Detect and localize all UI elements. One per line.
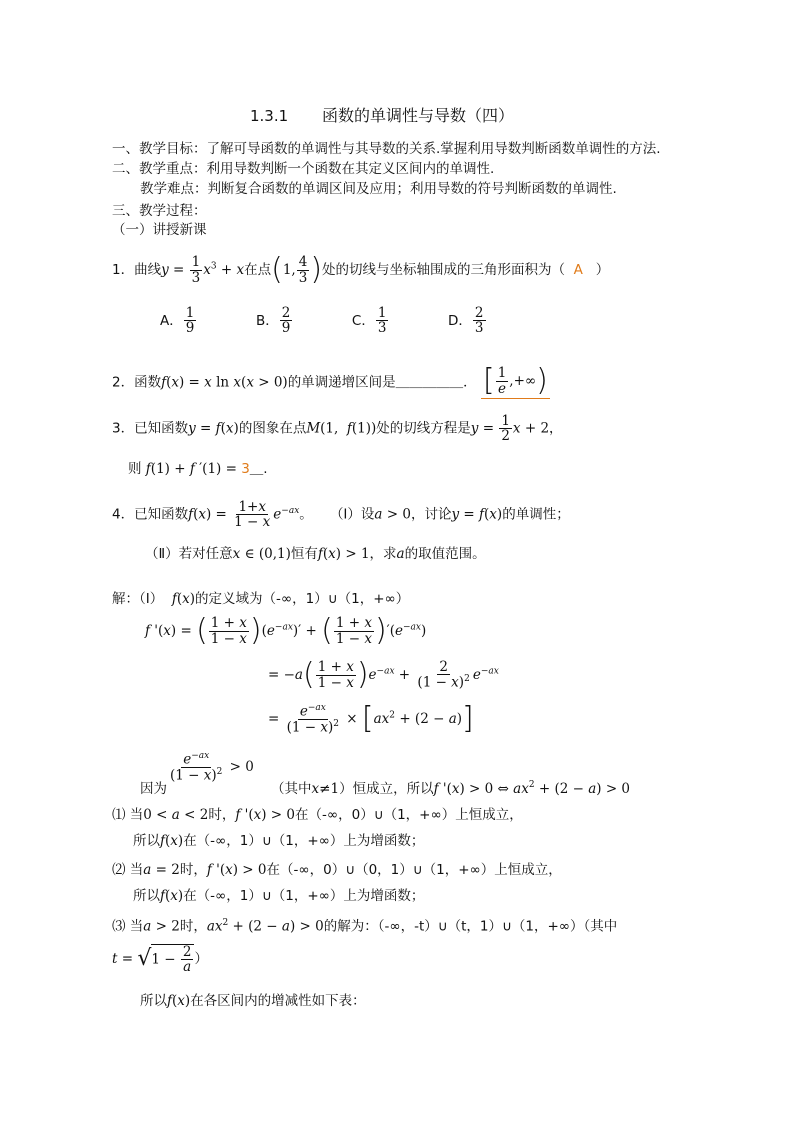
question-3-line2: 则 f(1) + f ′(1) = 3＿.	[128, 461, 268, 477]
question-3: 3．已知函数y = f(x)的图象在点M(1, f(1))处的切线方程是y = $\frac{1}{2}$ x + 2，	[112, 413, 563, 445]
answer-q3: 3	[241, 461, 250, 477]
option-b: B． $\frac{2}{9}$	[255, 305, 291, 337]
derivative-line-3: = $\frac{e^{-ax}}{(1 - x)^2}$ × $[ax^2 + (2 - a)]$	[268, 701, 474, 737]
question-1: 1．曲线y = $\frac{1}{3}$ $x^3 + x$在点(1, $\frac{4}{3}$ )处的切线与坐标轴围成的三角形面积为（ A ）	[112, 252, 610, 287]
case-2: ⑵ 当a = 2时，f '(x) > 0在（-∞，0）∪（0，1）∪（1，+∞）上恒成立，	[112, 862, 562, 878]
teaching-process: 三、教学过程：	[112, 203, 207, 219]
option-d: D． $\frac{2}{3}$	[448, 305, 484, 337]
case-3-t-definition: t = √1 − $\frac{2}{a}$ ）	[112, 944, 208, 976]
q1-options	[160, 306, 487, 335]
option-a: A． $\frac{1}{9}$	[160, 305, 195, 337]
teaching-difficulty: 教学难点：判断复合函数的单调区间及应用；利用导数的符号判断函数的单调性.	[140, 181, 617, 197]
case-3: ⑶ 当a > 2时，$ax^2 + (2 - a) > 0$的解为：（-∞，-t）∪（t，1）∪（1，+∞）（其中	[112, 918, 618, 935]
question-4-part2: （Ⅱ）若对任意x ∈ (0,1)恒有f(x) > 1，求a的取值范围。	[145, 546, 486, 562]
answer-q1: A	[573, 262, 583, 278]
section-heading: （一）讲授新课	[112, 222, 207, 238]
question-4: 4．已知函数f(x) = $\frac{1+x}{1 - x}$ $e^{-ax}$。 （Ⅰ）设a > 0，讨论y = f(x)的单调性；	[112, 499, 570, 531]
title-number: 1.3.1	[250, 107, 289, 125]
derivative-line-1: f '(x) = ( $\frac{1 + x}{1 - x}$ )$(e^{-ax})'$ + ( $\frac{1 + x}{1 - x}$ )$'(e^{-ax})$	[145, 613, 427, 648]
final-line: 所以f(x)在各区间内的增减性如下表：	[140, 993, 366, 1009]
case-1-result: 所以f(x)在（-∞，1）∪（1，+∞）上为增函数；	[133, 833, 425, 849]
case-2-result: 所以f(x)在（-∞，1）∪（1，+∞）上为增函数；	[133, 888, 425, 904]
question-2: 2．函数f(x) = x ln x(x > 0)的单调递增区间是＿＿＿＿＿． [ $\frac{1}{e}$ ,+∞)	[112, 363, 548, 398]
teaching-key-point: 二、教学重点：利用导数判断一个函数在其定义区间内的单调性.	[112, 161, 495, 177]
option-c: C． $\frac{1}{3}$	[351, 305, 387, 337]
because-line: 因为 $\frac{e^{-ax}}{(1 - x)^2}$ > 0 （其中x≠1）恒成立，所以f '(x) > 0 ⇔ $ax_2 + (2 - a) > 0$	[140, 751, 631, 798]
derivative-line-2: = −a( $\frac{1 + x}{1 - x}$ )$e^{-ax}$ + $\frac{2}{(1 - x)^2}$ $e^{-ax}$	[268, 657, 499, 692]
answer-q2: [ $\frac{1}{e}$ ,+∞)	[482, 363, 548, 398]
page-title: 函数的单调性与导数（四）	[322, 106, 515, 125]
case-1: ⑴ 当0 < a < 2时，f '(x) > 0在（-∞，0）∪（1，+∞）上恒成立，	[112, 807, 523, 823]
teaching-objective: 一、教学目标：了解可导函数的单调性与其导数的关系.掌握利用导数判断函数单调性的方法.	[112, 141, 661, 157]
solution-start: 解：（Ⅰ） f(x)的定义域为（-∞，1）∪（1，+∞）	[112, 591, 410, 607]
